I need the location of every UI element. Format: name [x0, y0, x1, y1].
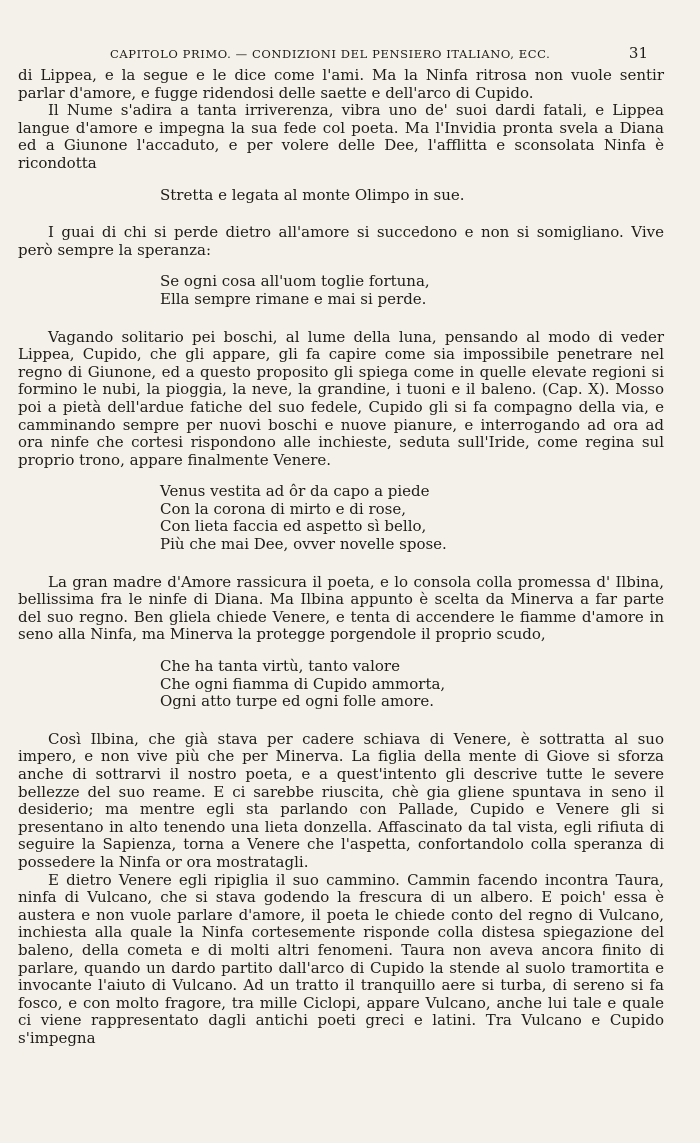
verse-line: Che ogni fiamma di Cupido ammorta, — [160, 674, 446, 693]
running-title: CAPITOLO PRIMO. — CONDIZIONI DEL PENSIERO ITALIANO, ECC. — [110, 47, 551, 61]
paragraph: E dietro Venere egli ripiglia il suo cammino. Cammin facendo incontra Taura, ninfa di Vulcano, che si stava godendo la frescura di un albero. E poich' essa è austera e non vuole parlare d'amore, il poeta le chiede conto del regno di Vulcano, inchiesta alla quale la Ninfa cortesemente risponde colla distesa spiegazione del baleno, della cometa e di molti altri fenomeni. Taura non aveva ancora finito di parlare, quando un dardo partito dall'arco di Cupido la stende al suolo tramortita e invocante l'aiuto di Vulcano. Ad un tratto il tranquillo aere si turba, di sereno si fa fosco, e con molto fragore, tra mille Ciclopi, appare Vulcano, anche lui tale e quale ci viene rappresentato dagli antichi poeti greci e latini. Tra Vulcano e Cupido s'impegna — [18, 870, 664, 1047]
paragraph: I guai di chi si perde dietro all'amore si succedono e non si somigliano. Vive però sempre la speranza: — [18, 223, 664, 259]
verse-line: Con lieta faccia ed aspetto sì bello, — [160, 517, 427, 536]
verse-quote — [18, 187, 664, 205]
paragraph: Così Ilbina, che già stava per cadere schiava di Venere, è sottratta al suo impero, e non vive più che per Minerva. La figlia della mente di Giove si sforza anche di sottrarvi il nostro poeta, e a quest'intento gli descrive tutte le severe bellezze del suo reame. E ci sarebbe riuscita, chè gia gliene spuntava in seno il desiderio; ma mentre egli sta parlando con Pallade, Cupido e Venere gli si presentano in alto tenendo una lieta donzella. Affascinato da tal vista, egli rifiuta di seguire la Sapienza, torna a Venere che l'aspetta, confortandolo colla speranza di possedere la Ninfa or ora mostratagli. — [18, 729, 664, 871]
verse-line: Stretta e legata al monte Olimpo in sue. — [160, 185, 465, 204]
verse-line: Con la corona di mirto e di rose, — [160, 499, 406, 518]
paragraph: di Lippea, e la segue e le dice come l'ami. Ma la Ninfa ritrosa non vuole sentir parlar d'amore, e fugge ridendosi delle saette e dell'arco di Cupido. — [18, 66, 664, 102]
running-head — [18, 44, 664, 64]
verse-line: Venus vestita ad ôr da capo a piede — [160, 482, 430, 501]
verse-quote — [18, 483, 664, 553]
page-number: 31 — [628, 44, 648, 62]
body-text — [18, 67, 664, 1048]
verse-quote — [18, 273, 664, 308]
verse-line: Se ogni cosa all'uom toglie fortuna, — [160, 272, 430, 291]
paragraph: Il Nume s'adira a tanta irriverenza, vibra uno de' suoi dardi fatali, e Lippea langue d'amore e impegna la sua fede col poeta. Ma l'Invidia pronta svela a Diana ed a Giunone l'accaduto, e per volere delle Dee, l'afflitta e sconsolata Ninfa è ricondotta — [18, 101, 664, 172]
verse-quote — [18, 658, 664, 711]
paragraph: Vagando solitario pei boschi, al lume della luna, pensando al modo di veder Lippea, Cupido, che gli appare, gli fa capire come sia impossibile penetrare nel regno di Giunone, ed a questo proposito gli spiega come in quelle elevate regioni si formino le nubi, la pioggia, la neve, la grandine, i tuoni e il baleno. (Cap. X). Mosso poi a pietà dell'ardue fatiche del suo fedele, Cupido gli si fa compagno della via, e camminando sempre per nuovi boschi e nuove pianure, e interrogando ad ora ad ora ninfe che cortesi rispondono alle inchieste, seduta sull'Iride, come regina sul proprio trono, appare finalmente Venere. — [18, 327, 664, 469]
verse-line: Che ha tanta virtù, tanto valore — [160, 657, 400, 676]
verse-line: Ella sempre rimane e mai si perde. — [160, 289, 427, 308]
verse-line: Ogni atto turpe ed ogni folle amore. — [160, 692, 434, 711]
verse-line: Più che mai Dee, ovver novelle spose. — [160, 535, 447, 554]
paragraph: La gran madre d'Amore rassicura il poeta, e lo consola colla promessa d' Ilbina, bellissima fra le ninfe di Diana. Ma Ilbina appunto è scelta da Minerva a far parte del suo regno. Ben gliela chiede Venere, e tenta di accendere le fiamme d'amore in seno alla Ninfa, ma Minerva la protegge porgendole il proprio scudo, — [18, 572, 664, 644]
